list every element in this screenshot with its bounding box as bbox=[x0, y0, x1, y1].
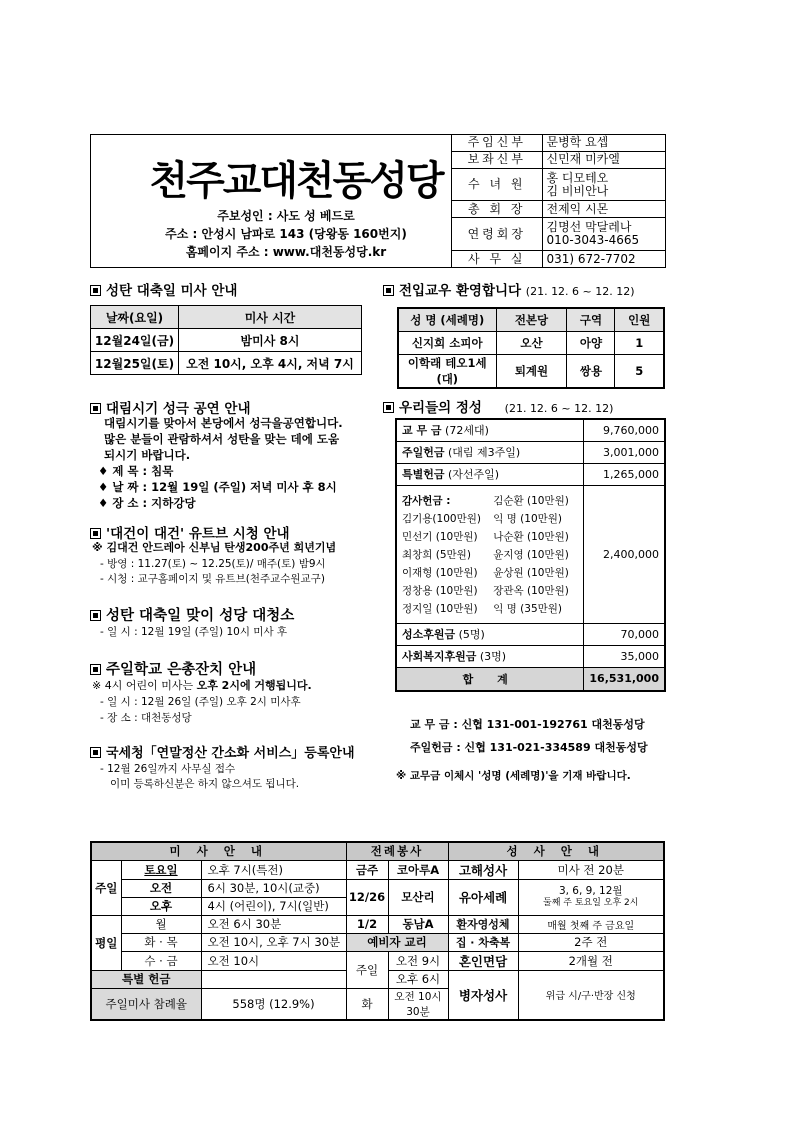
square-bullet-icon bbox=[90, 403, 101, 414]
table-cell: 교 무 금 (72세대) bbox=[396, 419, 584, 441]
staff-directory bbox=[451, 135, 665, 267]
table-cell: 신지희 소피아 bbox=[398, 331, 496, 354]
youtube-section-title: '대건이 대건' 유트브 시청 안내 bbox=[90, 522, 290, 542]
offerings-table bbox=[395, 418, 666, 692]
table-cell: 5 bbox=[615, 354, 664, 388]
catechism-day: 주일 bbox=[346, 951, 388, 988]
table-cell: 1 bbox=[615, 331, 664, 354]
table-cell: 사회복지후원금 (3명) bbox=[396, 645, 584, 667]
concert-body: 대림시기를 맞아서 본당에서 성극을공연합니다. 많은 분들이 관람하셔서 성탄을 맞는 데에 도움 되시기 바랍니다. bbox=[104, 416, 343, 462]
christmas-mass-table bbox=[90, 305, 362, 375]
service-area: 코아루A bbox=[388, 860, 448, 879]
sacrament-value: 3, 6, 9, 12월 둘째 주 토요일 오후 2시 bbox=[518, 879, 664, 915]
am-label: 오전 bbox=[121, 879, 201, 897]
catechism-day: 화 bbox=[346, 988, 388, 1020]
table-cell: 쌍용 bbox=[567, 354, 615, 388]
transfer-section-title: 전입교우 환영합니다 (21. 12. 6 ~ 12. 12) bbox=[383, 279, 635, 299]
cleaning-line: - 일 시 : 12월 19일 (주일) 10시 미사 후 bbox=[100, 626, 288, 638]
service-date: 12/26 bbox=[346, 879, 388, 915]
table-cell: 성소후원금 (5명) bbox=[396, 623, 584, 645]
square-bullet-icon bbox=[383, 285, 394, 296]
amount-cell: 70,000 bbox=[584, 623, 665, 645]
square-bullet-icon bbox=[90, 610, 101, 621]
wed-label: 수 · 금 bbox=[121, 951, 201, 970]
account-info: 주일헌금 : 신협 131-021-334589 대천동성당 bbox=[410, 741, 648, 754]
patron-saint: 주보성인 : 사도 성 베드로 bbox=[217, 209, 355, 223]
sacrament-label: 병자성사 bbox=[448, 970, 518, 1020]
staff-name: 전제익 시몬 bbox=[542, 201, 665, 218]
amount-cell: 2,400,000 bbox=[584, 485, 665, 623]
account-info: 교 무 금 : 신협 131-001-192761 대천동성당 bbox=[410, 718, 645, 731]
youtube-line: - 방영 : 11.27(토) ~ 12.25(토)/ 매주(토) 밤9시 bbox=[100, 558, 326, 570]
parish-title: 천주교대천동성당 bbox=[149, 157, 443, 204]
concert-section-title: 대림시기 성극 공연 안내 bbox=[90, 397, 251, 417]
table-cell: 12월24일(금) bbox=[91, 329, 179, 352]
youtube-line: ※ 김대건 안드레아 신부님 탄생200주년 희년기념 bbox=[92, 541, 337, 554]
square-bullet-icon bbox=[90, 528, 101, 539]
youtube-line: - 시청 : 교구홈페이지 및 유트브(천주교수원교구) bbox=[100, 573, 325, 585]
table-cell: 퇴계원 bbox=[496, 354, 567, 388]
sacrament-label: 집 · 차축복 bbox=[448, 933, 518, 951]
mon-label: 월 bbox=[121, 915, 201, 933]
table-cell: 밤미사 8시 bbox=[179, 329, 362, 352]
pm-label: 오후 bbox=[121, 897, 201, 915]
attendance-label: 주일미사 참례율 bbox=[91, 988, 201, 1020]
donor-list: 감사헌금 : 김순환 (10만원) 김기용(100만원) 익 명 (10만원) 민선기 (10만원) 나순환 (10만원) 최창희 (5만원) 윤지영 (10만원) 이재형 (10만원) 윤상원 (10만원) 정창용 (10만원) 장관옥 (10만원) 정지일 (10만원) 익 명 (35만원) bbox=[402, 494, 569, 615]
square-bullet-icon bbox=[383, 402, 394, 413]
sacrament-value: 2주 전 bbox=[518, 933, 664, 951]
parish-address: 주소 : 안성시 남파로 143 (당왕동 160번지) bbox=[165, 227, 407, 241]
thanks-cell bbox=[396, 485, 584, 623]
col-header: 구역 bbox=[567, 308, 615, 331]
sat-label: 토요일 bbox=[121, 860, 201, 879]
table-cell: 12월25일(토) bbox=[91, 352, 179, 375]
special-offering-label: 특별 헌금 bbox=[91, 970, 201, 988]
staff-role: 총 회 장 bbox=[452, 201, 542, 218]
sacrament-value: 미사 전 20분 bbox=[518, 860, 664, 879]
tax-line: - 12월 26일까지 사무실 접수 bbox=[100, 763, 236, 775]
sacrament-header: 성 사 안 내 bbox=[448, 842, 664, 860]
staff-role: 보좌신부 bbox=[452, 151, 542, 168]
service-area: 모산리 bbox=[388, 879, 448, 915]
table-cell: 오전 10시, 오후 4시, 저녁 7시 bbox=[179, 352, 362, 375]
catechism-header: 예비자 교리 bbox=[346, 933, 448, 951]
catechism-time: 오전 9시 bbox=[388, 951, 448, 970]
sacrament-value: 위급 시/구·반장 신청 bbox=[518, 970, 664, 1020]
school-line: ※ 4시 어린이 미사는 오후 2시에 거행됩니다. bbox=[92, 679, 312, 692]
parish-homepage: 홈페이지 주소 : www.대천동성당.kr bbox=[185, 245, 387, 259]
wed-time: 오전 10시 bbox=[201, 951, 346, 970]
amount-cell: 1,265,000 bbox=[584, 463, 665, 485]
sunday-label: 주일 bbox=[91, 860, 121, 915]
table-cell: 이학래 테오1세(대) bbox=[398, 354, 496, 388]
square-bullet-icon bbox=[90, 747, 101, 758]
concert-item: ♦ 날 짜 : 12월 19일 (주일) 저녁 미사 후 8시 bbox=[98, 480, 337, 494]
schedule-table bbox=[90, 841, 665, 1021]
staff-name: 문병학 요셉 bbox=[542, 135, 665, 151]
catechism-time: 오전 10시 30분 bbox=[388, 988, 448, 1020]
school-line: - 장 소 : 대천동성당 bbox=[100, 712, 192, 724]
square-bullet-icon bbox=[90, 285, 101, 296]
pm-time: 4시 (어린이), 7시(일반) bbox=[201, 897, 346, 915]
amount-cell: 35,000 bbox=[584, 645, 665, 667]
sacrament-value: 2개월 전 bbox=[518, 951, 664, 970]
school-line: - 일 시 : 12월 26일 (주일) 오후 2시 미사후 bbox=[100, 696, 301, 708]
mon-time: 오전 6시 30분 bbox=[201, 915, 346, 933]
catechism-time: 오후 6시 bbox=[388, 970, 448, 988]
amount-cell: 9,760,000 bbox=[584, 419, 665, 441]
staff-role: 연령회장 bbox=[452, 218, 542, 251]
staff-role: 수 녀 원 bbox=[452, 168, 542, 201]
col-header: 전본당 bbox=[496, 308, 567, 331]
staff-role: 사 무 실 bbox=[452, 251, 542, 267]
service-date: 1/2 bbox=[346, 915, 388, 933]
mass-header: 미 사 안 내 bbox=[91, 842, 346, 860]
cleaning-section-title: 성탄 대축일 맞이 성당 대청소 bbox=[90, 604, 294, 625]
total-amount: 16,531,000 bbox=[584, 667, 665, 691]
staff-name: 김명선 막달레나 010-3043-4665 bbox=[542, 218, 665, 251]
staff-role: 주임신부 bbox=[452, 135, 542, 151]
staff-name: 신민재 미카엘 bbox=[542, 151, 665, 168]
sacrament-label: 환자영성체 bbox=[448, 915, 518, 933]
school-section-title: 주일학교 은총잔치 안내 bbox=[90, 658, 256, 679]
tue-label: 화 · 목 bbox=[121, 933, 201, 951]
tue-time: 오전 10시, 오후 7시 30분 bbox=[201, 933, 346, 951]
square-bullet-icon bbox=[90, 664, 101, 675]
offering-notice: ※ 교무금 이체시 '성명 (세례명)'을 기재 바랍니다. bbox=[396, 770, 631, 782]
staff-name: 031) 672-7702 bbox=[546, 251, 636, 266]
christmas-section-title: 성탄 대축일 미사 안내 bbox=[90, 279, 237, 299]
sacrament-value: 매월 첫째 주 금요일 bbox=[518, 915, 664, 933]
concert-item: ♦ 장 소 : 지하강당 bbox=[98, 496, 196, 510]
transfer-table bbox=[397, 307, 665, 389]
total-label: 합 계 bbox=[396, 667, 584, 691]
am-time: 6시 30분, 10시(교중) bbox=[201, 879, 346, 897]
attendance-value: 558명 (12.9%) bbox=[201, 988, 346, 1020]
bulletin-header bbox=[90, 134, 666, 268]
sat-time: 오후 7시(특전) bbox=[201, 860, 346, 879]
table-cell: 주일헌금 (대림 제3주일) bbox=[396, 441, 584, 463]
table-cell: 아양 bbox=[567, 331, 615, 354]
table-cell: 오산 bbox=[496, 331, 567, 354]
special-offering-value bbox=[201, 970, 346, 988]
weekday-label: 평일 bbox=[91, 915, 121, 970]
table-cell: 특별헌금 (자선주일) bbox=[396, 463, 584, 485]
service-area: 동남A bbox=[388, 915, 448, 933]
col-time: 미사 시간 bbox=[179, 306, 362, 329]
service-date: 금주 bbox=[346, 860, 388, 879]
offerings-section-title: 우리들의 정성 (21. 12. 6 ~ 12. 12) bbox=[383, 396, 613, 416]
sacrament-label: 유아세례 bbox=[448, 879, 518, 915]
col-date: 날짜(요일) bbox=[91, 306, 179, 329]
staff-name: 홍 디모테오 김 비비안나 bbox=[542, 168, 665, 201]
sacrament-label: 고해성사 bbox=[448, 860, 518, 879]
tax-section-title: 국세청「연말정산 간소화 서비스」등록안내 bbox=[90, 742, 355, 761]
sacrament-label: 혼인면담 bbox=[448, 951, 518, 970]
amount-cell: 3,001,000 bbox=[584, 441, 665, 463]
service-header: 전례봉사 bbox=[346, 842, 448, 860]
concert-item: ♦ 제 목 : 침묵 bbox=[98, 464, 174, 478]
col-header: 성 명 (세례명) bbox=[398, 308, 496, 331]
tax-line: 이미 등록하신분은 하지 않으셔도 됩니다. bbox=[110, 778, 300, 790]
col-header: 인원 bbox=[615, 308, 664, 331]
